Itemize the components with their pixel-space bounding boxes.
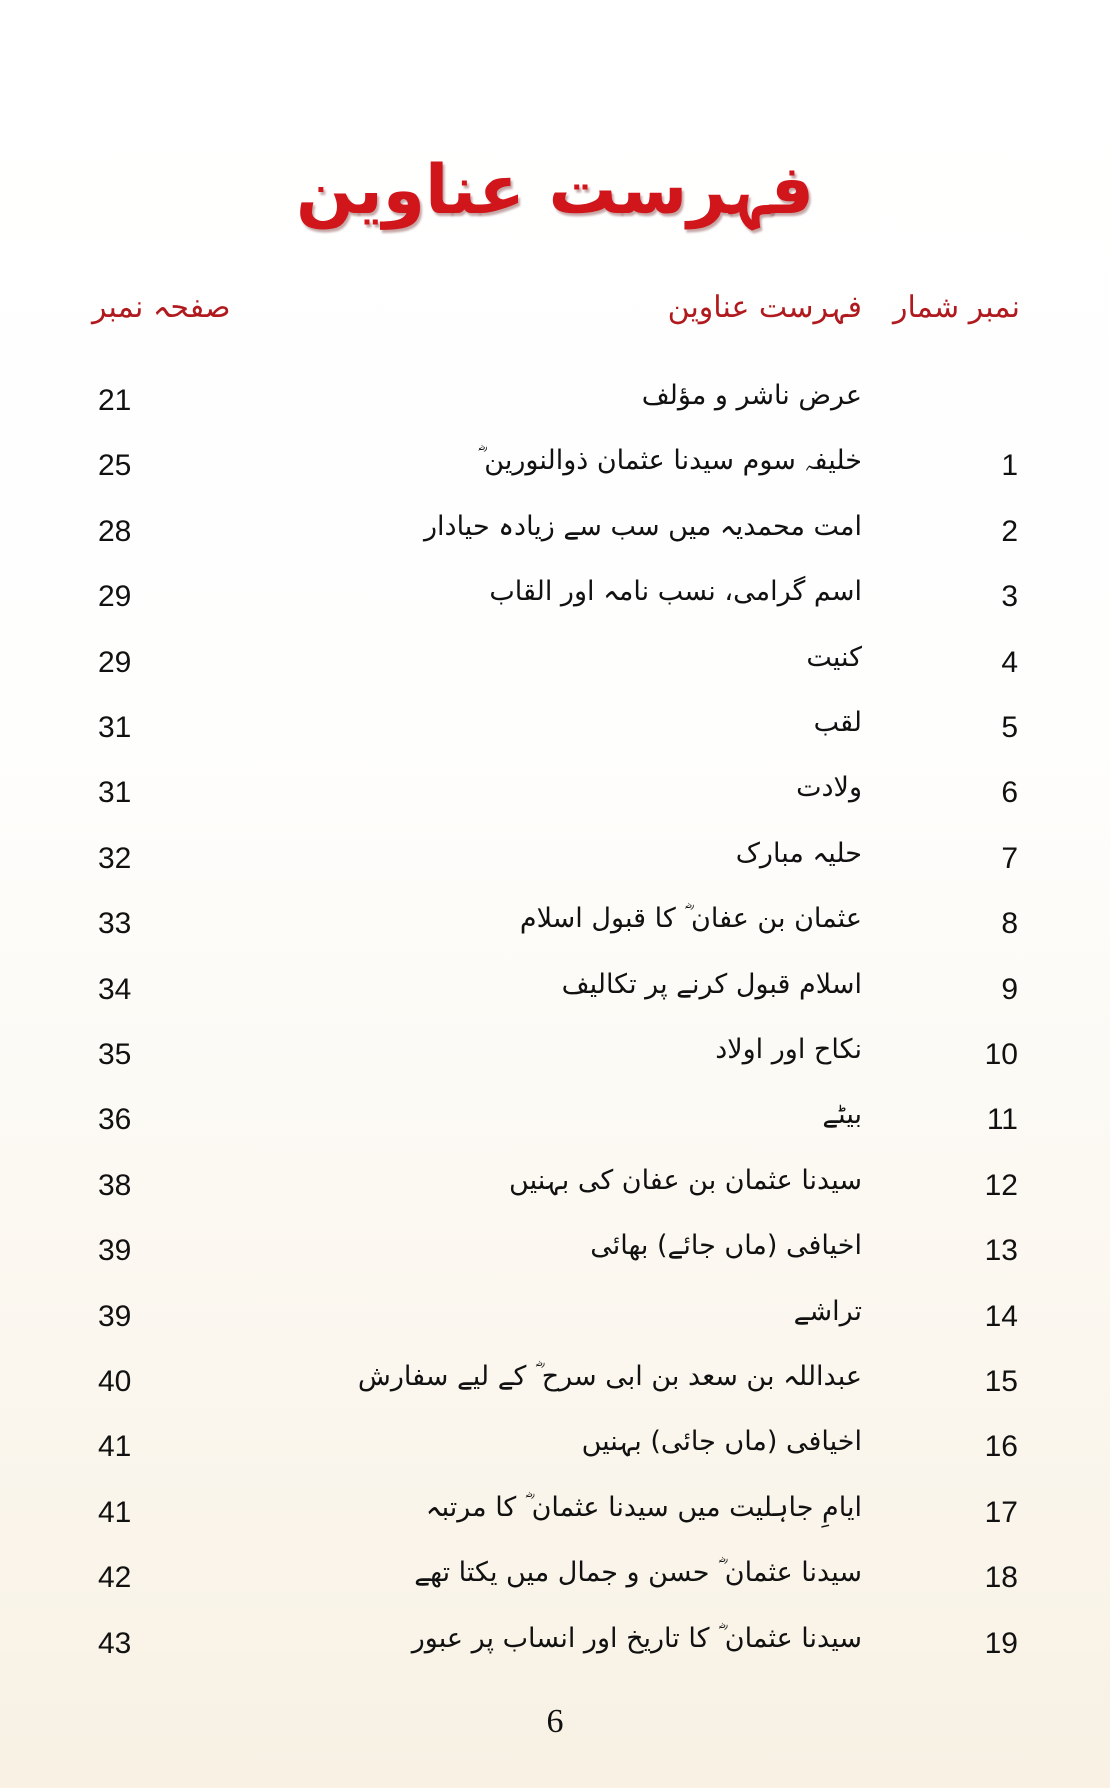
toc-title: لقب — [813, 707, 862, 738]
toc-title: سیدنا عثمان ؓ کا تاریخ اور انساب پر عبور — [411, 1622, 862, 1654]
toc-title: اخیافی (ماں جائے) بھائی — [590, 1230, 862, 1262]
toc-serial-number: 14 — [984, 1299, 1018, 1333]
toc-title: عبداللہ بن سعد بن ابی سرح ؓ کے لیے سفارش — [357, 1361, 862, 1392]
toc-row — [0, 830, 1110, 890]
toc-row — [0, 961, 1110, 1021]
toc-row — [0, 437, 1110, 497]
toc-page-number: 39 — [98, 1299, 132, 1333]
toc-row — [0, 1549, 1110, 1609]
toc-row — [0, 1222, 1110, 1282]
toc-row — [0, 1091, 1110, 1151]
toc-serial-number: 7 — [1001, 841, 1018, 875]
toc-serial-number: 15 — [984, 1365, 1018, 1398]
toc-serial-number: 10 — [984, 1038, 1018, 1071]
toc-serial-number: 11 — [986, 1103, 1018, 1137]
toc-serial-number: 19 — [984, 1626, 1018, 1660]
toc-title: اسلام قبول کرنے پر تکالیف — [561, 968, 862, 1000]
toc-title: ایامِ جاہلیت میں سیدنا عثمان ؓ کا مرتبہ — [425, 1491, 862, 1523]
toc-title: کنیت — [806, 641, 862, 673]
toc-page-number: 36 — [98, 1103, 132, 1137]
toc-serial-number: 9 — [1001, 972, 1018, 1006]
toc-page-number: 29 — [98, 645, 132, 679]
toc-page-number: 31 — [98, 711, 132, 744]
toc-title: اسم گرامی، نسب نامہ اور القاب — [489, 576, 862, 608]
toc-title: اخیافی (ماں جائی) بہنیں — [581, 1426, 862, 1458]
toc-page-number: 40 — [98, 1365, 132, 1398]
toc-row — [0, 568, 1110, 628]
toc-row — [0, 1353, 1110, 1413]
toc-row — [0, 699, 1110, 759]
toc-serial-number: 4 — [1001, 645, 1018, 679]
toc-serial-number: 12 — [984, 1168, 1018, 1202]
toc-title: عثمان بن عفان ؓ کا قبول اسلام — [519, 903, 862, 935]
toc-page-number: 25 — [98, 449, 132, 483]
toc-row — [0, 764, 1110, 824]
toc-serial-number: 5 — [1001, 711, 1018, 744]
toc-serial-number: 8 — [1001, 907, 1018, 941]
toc-serial-number: 18 — [984, 1561, 1018, 1595]
header-page-number: صفحہ نمبر — [92, 290, 231, 325]
toc-page-number: 41 — [98, 1430, 132, 1464]
toc-row — [0, 1484, 1110, 1544]
toc-page-number: 39 — [98, 1234, 132, 1268]
toc-title: عرض ناشر و مؤلف — [641, 380, 862, 411]
toc-row — [0, 372, 1110, 432]
toc-row — [0, 1157, 1110, 1217]
toc-row — [0, 634, 1110, 694]
toc-page-number: 34 — [98, 972, 132, 1006]
toc-page-number: 31 — [98, 776, 132, 810]
toc-serial-number: 16 — [984, 1430, 1018, 1464]
toc-row — [0, 503, 1110, 563]
header-titles: فہرست عناوین — [667, 290, 862, 325]
toc-page-number: 43 — [98, 1626, 132, 1660]
toc-page-number: 28 — [98, 514, 132, 548]
toc-row — [0, 1615, 1110, 1675]
toc-row — [0, 1418, 1110, 1478]
toc-title: خلیفہ سوم سیدنا عثمان ذوالنورین ؓ — [477, 445, 862, 477]
toc-title: امت محمدیہ میں سب سے زیادہ حیادار — [424, 510, 862, 542]
toc-page-number: 42 — [98, 1561, 132, 1595]
toc-page-number: 21 — [98, 384, 132, 417]
header-serial-number: نمبر شمار — [893, 290, 1020, 325]
toc-serial-number: 2 — [1001, 514, 1018, 548]
toc-title: ولادت — [796, 772, 862, 804]
toc-title: حلیہ مبارک — [735, 837, 862, 869]
toc-serial-number: 3 — [1001, 580, 1018, 614]
toc-page-number: 35 — [98, 1038, 132, 1071]
toc-row — [0, 1288, 1110, 1348]
toc-page-number: 32 — [98, 841, 132, 875]
toc-page-number: 33 — [98, 907, 132, 941]
toc-page-number: 41 — [98, 1495, 132, 1529]
toc-row — [0, 1026, 1110, 1086]
toc-title: نکاح اور اولاد — [715, 1034, 862, 1065]
toc-title: سیدنا عثمان ؓ حسن و جمال میں یکتا تھے — [414, 1557, 862, 1589]
toc-serial-number: 13 — [984, 1234, 1018, 1268]
toc-row — [0, 895, 1110, 955]
toc-title: تراشے — [793, 1295, 862, 1327]
toc-page-number: 29 — [98, 580, 132, 614]
toc-page-number: 38 — [98, 1168, 132, 1202]
toc-title: بیٹے — [822, 1099, 862, 1131]
page-title: فہرست عناوین — [296, 151, 814, 230]
toc-serial-number: 1 — [1001, 449, 1018, 483]
toc-title: سیدنا عثمان بن عفان کی بہنیں — [509, 1164, 862, 1196]
toc-serial-number: 17 — [984, 1495, 1018, 1529]
toc-serial-number: 6 — [1001, 776, 1018, 810]
page-number: 6 — [546, 1703, 564, 1740]
